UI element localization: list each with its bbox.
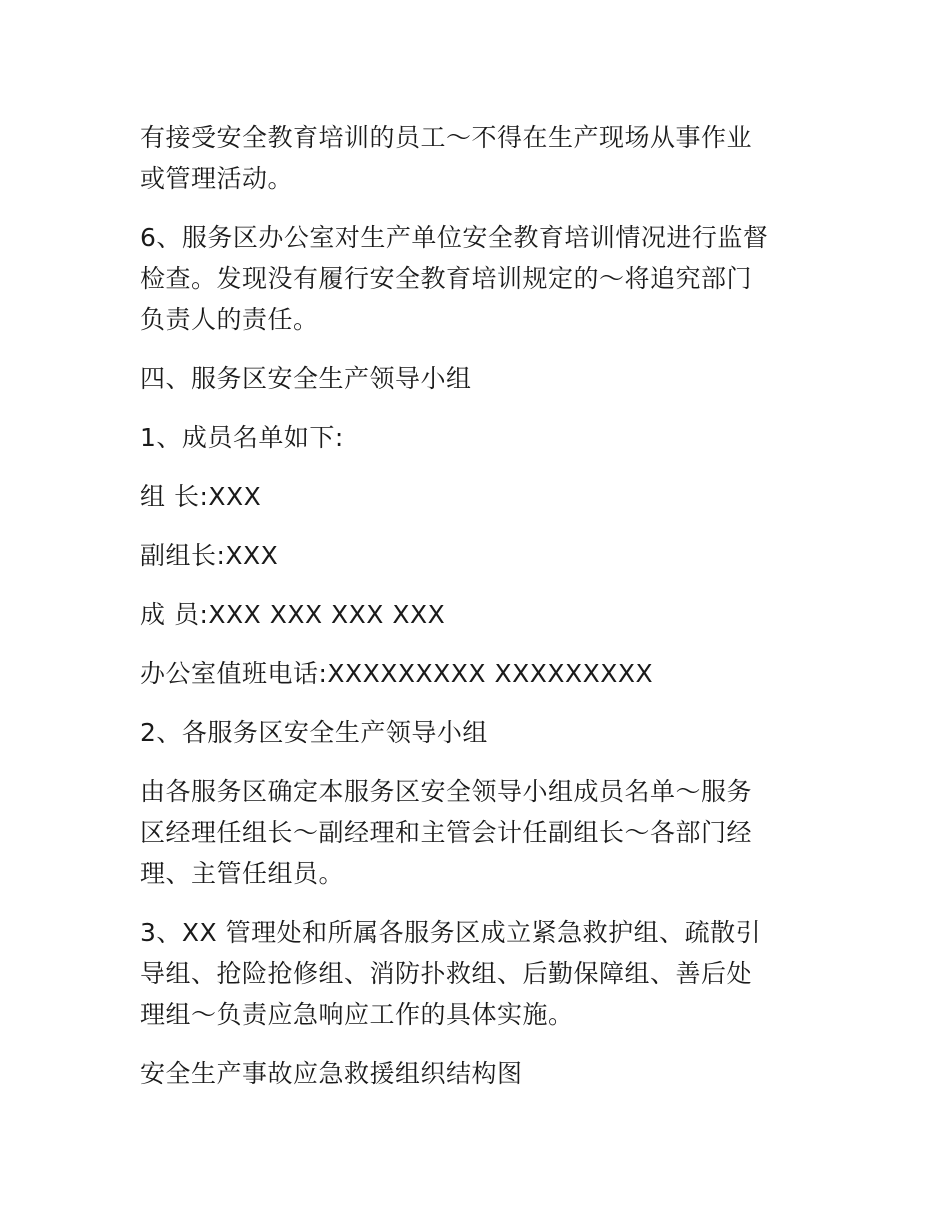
document-page	[140, 117, 820, 1112]
paragraph-item-2: 2、各服务区安全生产领导小组	[140, 718, 488, 747]
paragraph-members: 成 员:XXX XXX XXX XXX	[140, 600, 446, 629]
section-heading-leadership-group: 四、服务区安全生产领导小组	[140, 364, 472, 393]
paragraph-duty-phone: 办公室值班电话:XXXXXXXXX XXXXXXXXX	[140, 659, 654, 688]
paragraph-group-composition: 由各服务区确定本服务区安全领导小组成员名单～服务 区经理任组长～副经理和主管会计任副组长～各部门经 理、主管任组员。	[140, 777, 753, 888]
paragraph-org-chart-title: 安全生产事故应急救援组织结构图	[140, 1059, 523, 1088]
paragraph-item-6: 6、服务区办公室对生产单位安全教育培训情况进行监督 检查。发现没有履行安全教育培训规定的～将追究部门 负责人的责任。	[140, 223, 769, 334]
paragraph-deputy-leader: 副组长:XXX	[140, 541, 279, 570]
paragraph-training-requirement: 有接受安全教育培训的员工～不得在生产现场从事作业 或管理活动。	[140, 123, 753, 193]
paragraph-group-leader: 组 长:XXX	[140, 482, 262, 511]
paragraph-member-list-heading: 1、成员名单如下:	[140, 423, 344, 452]
paragraph-item-3: 3、XX 管理处和所属各服务区成立紧急救护组、疏散引 导组、抢险抢修组、消防扑救组、后勤保障组、善后处 理组～负责应急响应工作的具体实施。	[140, 918, 762, 1029]
